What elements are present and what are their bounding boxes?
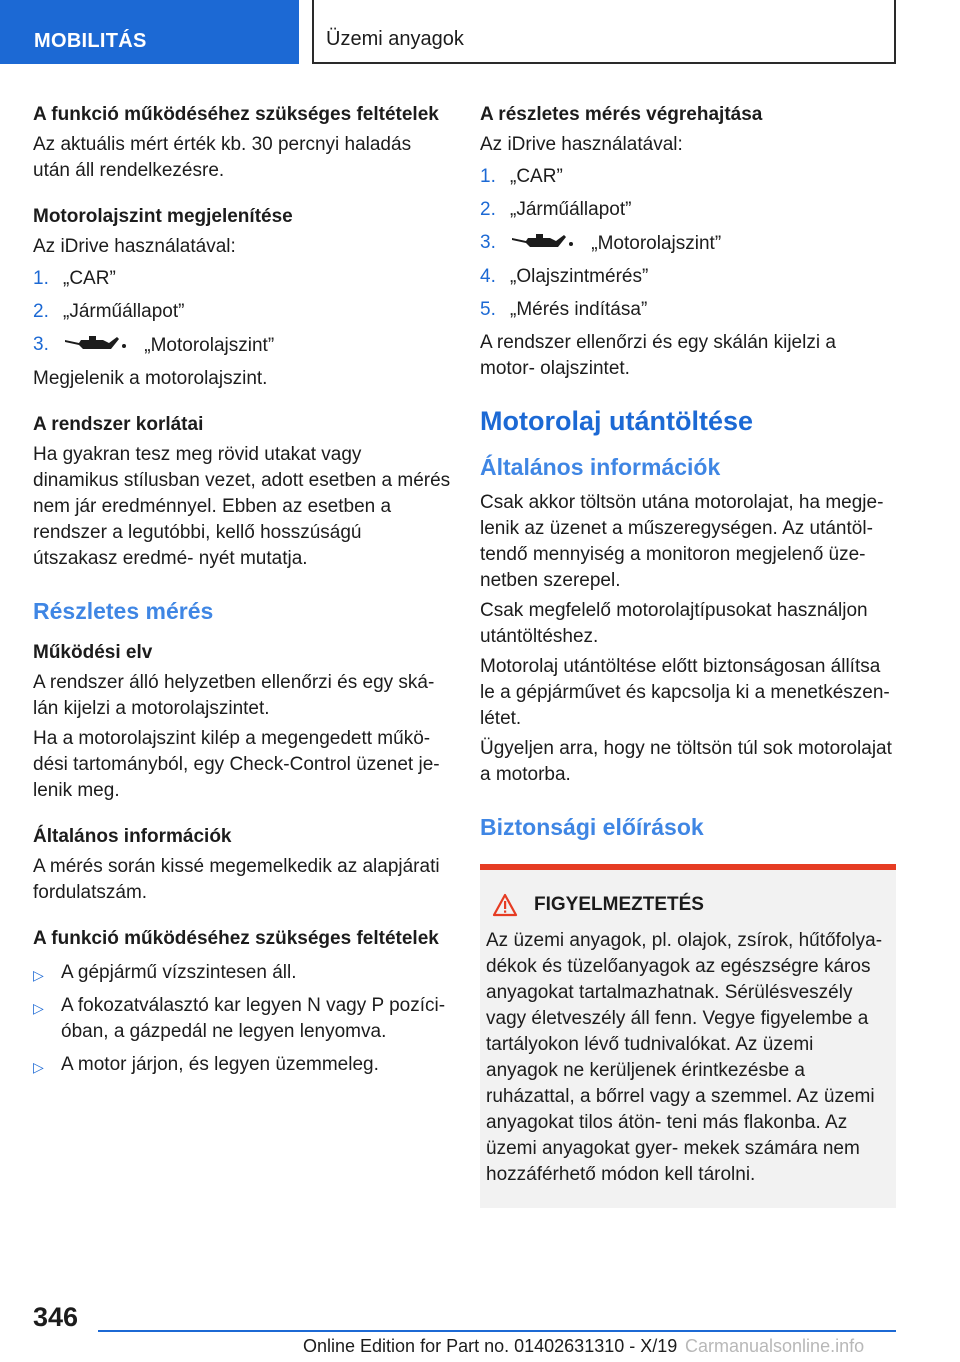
bullet-triangle-icon: ▷ <box>33 967 44 983</box>
bullet-triangle-icon: ▷ <box>33 1000 44 1016</box>
page-number: 346 <box>33 1302 79 1332</box>
perform-title: A részletes mérés végrehajtása <box>480 104 763 125</box>
oil-can-icon <box>63 332 129 354</box>
detailed-heading: Részletes mérés <box>33 598 214 624</box>
step-text: „Mérés indítása” <box>510 299 648 320</box>
perform-text: Az iDrive használatával: <box>480 134 683 155</box>
step-number: 3. <box>33 334 49 355</box>
right-column <box>480 102 896 1208</box>
list-item <box>33 266 451 292</box>
perform-steps <box>480 164 896 323</box>
chapter-header <box>312 0 896 64</box>
general-paragraph-2: Csak megfelelő motorolajtípusokat használjon utántöltéshez. <box>480 600 868 647</box>
bullet-text: A motor járjon, és legyen üzemmeleg. <box>61 1054 379 1075</box>
oil-can-icon <box>510 230 576 252</box>
result-text: A rendszer ellenőrzi és egy skálán kijelzi a motor- olajszintet. <box>480 332 836 379</box>
display-text: Az iDrive használatával: <box>33 236 236 257</box>
principle-title: Működési elv <box>33 642 153 663</box>
footer-watermark: Carmanualsonline.info <box>685 1336 865 1356</box>
step-number: 3. <box>480 232 496 253</box>
step-text: „Motorolajszint” <box>591 233 722 254</box>
display-title: Motorolajszint megjelenítése <box>33 206 293 227</box>
step-text: „Motorolajszint” <box>144 335 275 356</box>
step-number: 1. <box>480 166 496 187</box>
footer-edition: Online Edition for Part no. 01402631310 - X/19 <box>303 1336 678 1356</box>
conditions-title: A funkció működéséhez szükséges feltételek <box>33 104 439 125</box>
general-paragraph-3: Motorolaj utántöltése előtt biztonságosan állítsa le a gépjárművet és kapcsolja ki a menetkészen- létet. <box>480 656 890 729</box>
step-text: „CAR” <box>510 166 563 187</box>
footer-divider <box>98 1330 896 1332</box>
section-tab <box>0 0 299 64</box>
safety-heading: Biztonsági előírások <box>480 814 704 840</box>
list-item <box>33 993 451 1045</box>
list-item <box>33 299 451 325</box>
step-text: „CAR” <box>63 268 116 289</box>
section-title: MOBILITÁS <box>34 30 147 52</box>
list-item <box>480 230 896 257</box>
bullet-text: A gépjármű vízszintesen áll. <box>61 962 297 983</box>
warning-box <box>480 864 896 1208</box>
conditions2-title: A funkció működéséhez szükséges feltételek <box>33 928 439 949</box>
step-text: „Járműállapot” <box>63 301 185 322</box>
warning-header <box>492 892 888 918</box>
chapter-title: Üzemi anyagok <box>326 28 464 50</box>
limits-title: A rendszer korlátai <box>33 414 204 435</box>
step-number: 4. <box>480 266 496 287</box>
step-number: 5. <box>480 299 496 320</box>
warning-triangle-icon <box>492 893 518 917</box>
principle-text-1: A rendszer álló helyzetben ellenőrzi és egy ská- lán kijelzi a motorolajszintet. <box>33 672 435 719</box>
list-item <box>33 332 451 359</box>
general-title: Általános információk <box>33 826 232 847</box>
list-item <box>33 1052 451 1078</box>
general-paragraph-1: Csak akkor töltsön utána motorolajat, ha megje- lenik az üzenet a műszeregységen. Az utántöl- tendő mennyiség a monitoron megjelenő üze- netben szerepel. <box>480 492 884 591</box>
list-item <box>480 197 896 223</box>
general-heading: Általános információk <box>480 454 721 480</box>
list-item <box>480 297 896 323</box>
step-text: „Olajszintmérés” <box>510 266 649 287</box>
bullet-text: A fokozatválasztó kar legyen N vagy P pozíci- óban, a gázpedál ne legyen lenyomva. <box>61 995 446 1042</box>
step-number: 1. <box>33 268 49 289</box>
general-paragraph-4: Ügyeljen arra, hogy ne töltsön túl sok motorolajat a motorba. <box>480 738 892 785</box>
step-number: 2. <box>33 301 49 322</box>
general-text: A mérés során kissé megemelkedik az alapjárati fordulatszám. <box>33 856 440 903</box>
list-item <box>480 264 896 290</box>
limits-text: Ha gyakran tesz meg rövid utakat vagy dinamikus stílusban vezet, adott esetben a mérés nem jár eredménnyel. Ebben az esetben a rendszer a legutóbbi, kellő hosszúságú útszakasz eredmé- nyét mutatja. <box>33 444 451 569</box>
bullet-triangle-icon: ▷ <box>33 1059 44 1075</box>
display-steps <box>33 266 451 359</box>
conditions-list <box>33 960 451 1078</box>
refill-heading: Motorolaj utántöltése <box>480 406 754 436</box>
left-column <box>33 102 451 1085</box>
list-item <box>480 164 896 190</box>
shown-text: Megjelenik a motorolajszint. <box>33 368 268 389</box>
principle-text-2: Ha a motorolajszint kilép a megengedett műkö- dési tartományból, egy Check-Control üzenet je- lenik meg. <box>33 728 440 801</box>
conditions-text: Az aktuális mért érték kb. 30 percnyi haladás után áll rendelkezésre. <box>33 134 412 181</box>
step-number: 2. <box>480 199 496 220</box>
warning-text: Az üzemi anyagok, pl. olajok, zsírok, hűtőfolya- dékok és tüzelőanyagok az egészségre káros anyagokat tartalmazhatnak. Sérülésveszély vagy életveszély áll fenn. Vegye figyelembe a tartályokon lévő tudnivalókat. Az üzemi anyagok ne kerüljenek érintkezésbe a ruházattal, a bőrrel vagy a szemmel. Az üzemi anyagokat tilos átön- teni más flakonba. Az üzemi anyagokat gyer- mekek számára nem hozzáférhető módon kell tárolni. <box>486 930 883 1185</box>
list-item <box>33 960 451 986</box>
warning-title: FIGYELMEZTETÉS <box>534 894 704 915</box>
step-text: „Járműállapot” <box>510 199 632 220</box>
